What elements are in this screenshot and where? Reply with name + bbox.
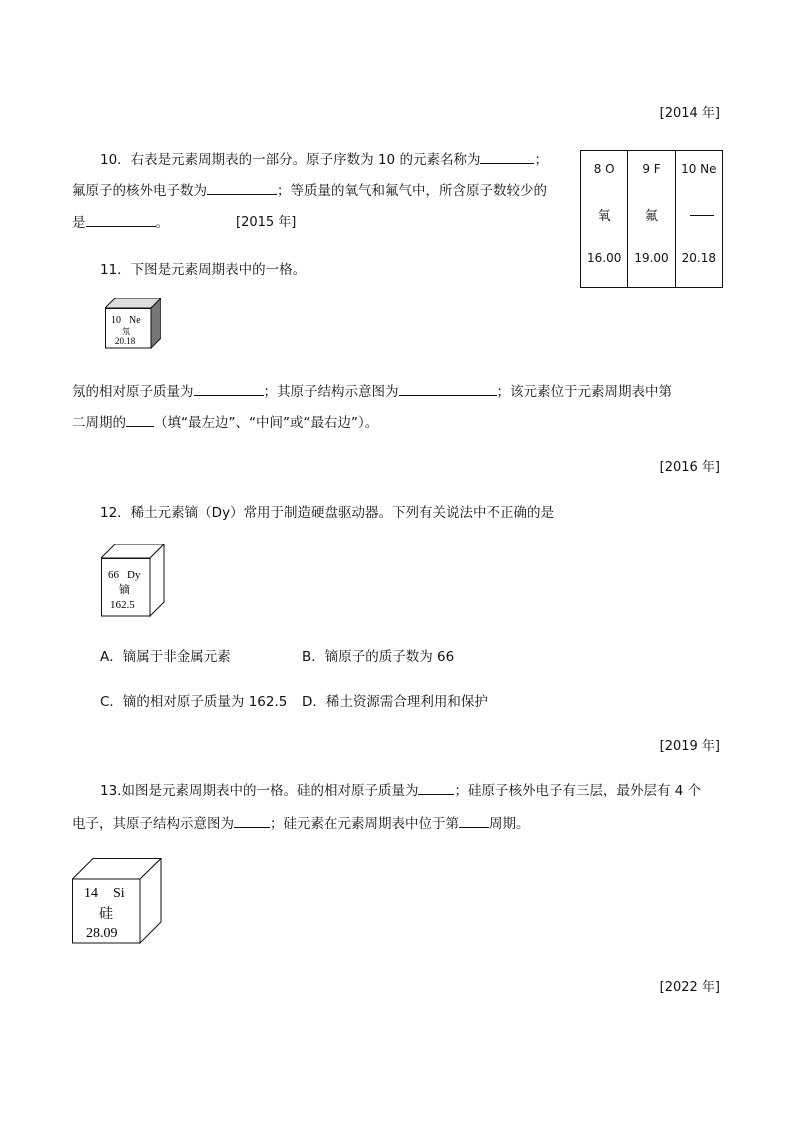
cube-number: 66 — [108, 569, 119, 581]
q11-text: ；其原子结构示意图为 — [263, 384, 399, 400]
table-cell-oxygen — [581, 151, 628, 287]
q10-text: ； — [534, 152, 548, 168]
q13-blank-structure[interactable] — [234, 815, 270, 828]
cell-mass: 16.00 — [586, 251, 622, 265]
year-label-2016: [2016 年] — [659, 460, 720, 475]
cube-symbol: Ne — [129, 315, 141, 326]
q11-blank-structure[interactable] — [399, 383, 497, 396]
cube-mass: 162.5 — [110, 599, 135, 611]
cell-name: 氟 — [644, 209, 658, 224]
q10-line2 — [72, 179, 547, 199]
q12-intro: 12．稀土元素镝（Dy）常用于制造硬盘驱动器。下列有关说法中不正确的是 — [100, 505, 555, 521]
q13-text: ；硅原子核外电子有三层，最外层有 4 个 — [454, 783, 702, 799]
year-label-2022: [2022 年] — [659, 980, 720, 995]
cell-number-symbol: 9 F — [642, 162, 661, 176]
periodic-table-fragment — [580, 150, 723, 288]
table-cell-neon — [676, 151, 722, 287]
q11-text: ；该元素位于元素周期表中第 — [496, 384, 672, 400]
cube-number: 10 — [111, 315, 121, 326]
year-label-2019: [2019 年] — [659, 739, 720, 754]
cell-mass: 19.00 — [634, 251, 669, 265]
q10-line3 — [72, 211, 169, 231]
q10-text: 10．右表是元素周期表的一部分。原子序数为 10 的元素名称为 — [100, 152, 481, 168]
q12-option-a[interactable]: A．镝属于非金属元素 — [100, 649, 231, 665]
cell-name: 氧 — [597, 209, 611, 224]
q11-blank-position[interactable] — [126, 414, 154, 427]
q13-blank-period[interactable] — [459, 815, 489, 828]
cube-name: 氖 — [122, 327, 130, 336]
q13-line1 — [100, 779, 701, 799]
q12-option-c[interactable]: C．镝的相对原子质量为 162.5 — [100, 694, 288, 710]
q11-line2 — [72, 411, 378, 431]
q11-text: （填“最左边”、“中间”或“最右边”）。 — [154, 415, 379, 431]
q12-option-d[interactable]: D．稀土资源需合理利用和保护 — [302, 694, 488, 710]
cell-number-symbol: 10 Ne — [681, 162, 717, 176]
cell-name-blank[interactable] — [690, 215, 714, 216]
q11-line1 — [72, 380, 672, 400]
year-label-2015: [2015 年] — [236, 215, 297, 230]
q13-text: ；硅元素在元素周期表中位于第 — [270, 816, 459, 832]
q10-text: 氟原子的核外电子数为 — [72, 183, 207, 199]
q10-text: ；等质量的氧气和氟气中，所含原子数较少的 — [277, 183, 547, 199]
q12-element-cube — [101, 544, 165, 618]
cell-number-symbol: 8 O — [593, 162, 615, 176]
q11-element-cube — [105, 298, 161, 350]
q13-line2 — [72, 812, 530, 832]
q11-blank-mass[interactable] — [194, 383, 264, 396]
q13-text: 电子，其原子结构示意图为 — [72, 816, 234, 832]
cube-mass: 28.09 — [86, 926, 118, 941]
q11-text: 二周期的 — [72, 415, 126, 431]
q13-text: 周期。 — [489, 816, 530, 832]
cube-name: 镝 — [119, 584, 130, 596]
q13-blank-mass[interactable] — [418, 782, 454, 795]
table-cell-fluorine — [628, 151, 675, 287]
q12-option-b[interactable]: B．镝原子的质子数为 66 — [302, 649, 455, 665]
q11-intro: 11．下图是元素周期表中的一格。 — [100, 262, 307, 278]
cube-symbol: Dy — [127, 569, 141, 581]
q10-text: 是 — [72, 215, 86, 231]
q13-element-cube — [72, 858, 162, 944]
cube-number: 14 — [84, 886, 98, 901]
q10-text: 。 — [155, 215, 169, 231]
cube-mass: 20.18 — [115, 336, 136, 346]
q10-line1 — [100, 148, 548, 168]
q13-text: 13.如图是元素周期表中的一格。硅的相对原子质量为 — [100, 783, 419, 799]
q10-blank-fewer-atoms[interactable] — [86, 214, 156, 227]
cube-symbol: Si — [113, 886, 125, 901]
q11-text: 氖的相对原子质量为 — [72, 384, 194, 400]
q10-blank-element-name[interactable] — [480, 151, 534, 164]
year-label-2014: [2014 年] — [659, 106, 720, 121]
cube-name: 硅 — [99, 907, 113, 922]
q10-blank-electrons[interactable] — [207, 182, 277, 195]
cell-mass: 20.18 — [681, 251, 716, 265]
